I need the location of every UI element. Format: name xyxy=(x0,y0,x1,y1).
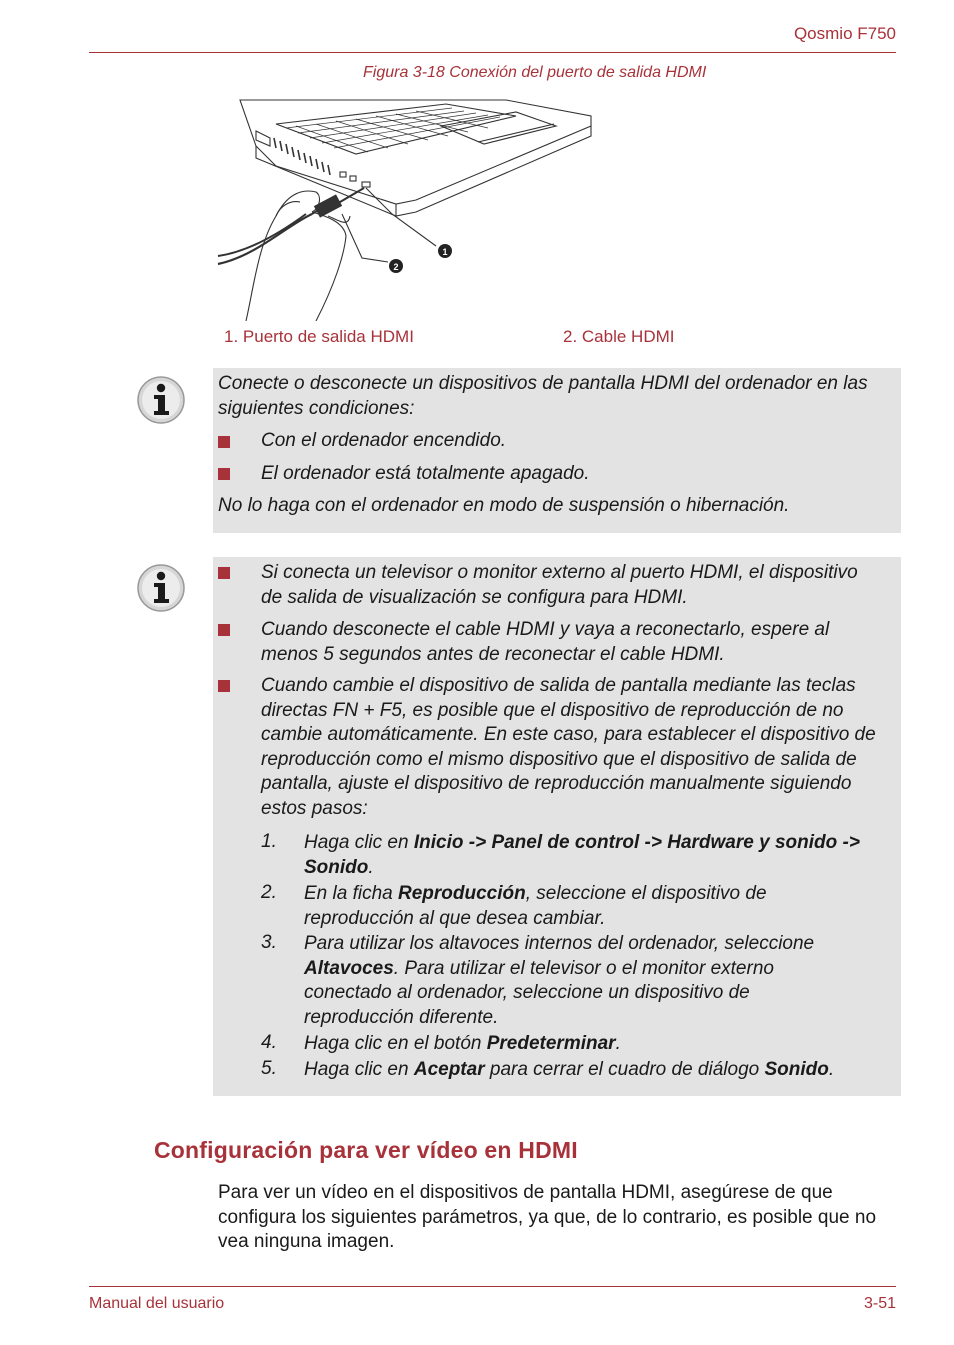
header-product-name: Qosmio F750 xyxy=(793,24,896,43)
step-number: 2. xyxy=(261,882,277,903)
footer-page-number: 3-51 xyxy=(863,1295,896,1312)
step-number: 5. xyxy=(261,1058,277,1079)
bullet-marker xyxy=(218,624,230,636)
figure-caption: Figura 3-18 Conexión del puerto de salida HDMI xyxy=(363,64,707,81)
note2-bullet-3: Cuando cambie el dispositivo de salida de pantalla mediante las teclas directas FN + F5, es posible que el dispositivo de reproducción de no cambie automáticamente. En este caso, para establecer el dispositivo de reproducción como el mismo dispositivo que el dispositivo de salida de pantalla, ajuste el dispositivo de reproducción manualmente siguiendo estos pasos: xyxy=(261,675,876,819)
step-number: 3. xyxy=(261,932,277,953)
note2-bullet-1: Si conecta un televisor o monitor externo al puerto HDMI, el dispositivo de salida de visualización se configura para HDMI. xyxy=(261,562,858,608)
step-2: En la ficha Reproducción, seleccione el dispositivo de reproducción al que desea cambiar. xyxy=(304,883,767,929)
step-1: Haga clic en Inicio -> Panel de control -> Hardware y sonido -> Sonido. xyxy=(304,832,860,878)
figure-laptop-hdmi-illustration xyxy=(216,96,594,321)
step-5: Haga clic en Aceptar para cerrar el cuadro de diálogo Sonido. xyxy=(304,1059,835,1080)
figure-legend-2: 2. Cable HDMI xyxy=(563,327,675,346)
header-rule xyxy=(89,52,896,53)
figure-legend-1: 1. Puerto de salida HDMI xyxy=(224,327,414,346)
callout-1-label: 1 xyxy=(442,247,448,257)
bullet-marker xyxy=(218,567,230,579)
section-paragraph: Para ver un vídeo en el dispositivos de pantalla HDMI, asegúrese de que configura los siguientes parámetros, ya que, de lo contrario, es posible que no vea ninguna imagen. xyxy=(218,1182,877,1252)
info-icon xyxy=(136,375,186,425)
note1-outro: No lo haga con el ordenador en modo de suspensión o hibernación. xyxy=(218,495,790,516)
bullet-marker xyxy=(218,436,230,448)
note2-bullet-2: Cuando desconecte el cable HDMI y vaya a reconectarlo, espere al menos 5 segundos antes de reconectar el cable HDMI. xyxy=(261,619,830,665)
footer-manual-title: Manual del usuario xyxy=(89,1295,225,1312)
section-heading: Configuración para ver vídeo en HDMI xyxy=(154,1137,578,1163)
step-number: 4. xyxy=(261,1032,277,1053)
step-number: 1. xyxy=(261,831,277,852)
bullet-marker xyxy=(218,468,230,480)
footer-rule xyxy=(89,1286,896,1287)
note1-bullet-1: Con el ordenador encendido. xyxy=(261,430,507,451)
step-3: Para utilizar los altavoces internos del ordenador, seleccione Altavoces. Para utilizar el televisor o el monitor externo conectado al ordenador, seleccione un dispositivo de reproducción diferente. xyxy=(304,933,815,1028)
note1-bullet-2: El ordenador está totalmente apagado. xyxy=(261,463,590,484)
note1-intro: Conecte o desconecte un dispositivos de pantalla HDMI del ordenador en las siguientes condiciones: xyxy=(218,373,868,419)
step-4: Haga clic en el botón Predeterminar. xyxy=(304,1033,621,1054)
callout-2-label: 2 xyxy=(393,262,399,272)
bullet-marker xyxy=(218,680,230,692)
info-icon xyxy=(136,563,186,613)
